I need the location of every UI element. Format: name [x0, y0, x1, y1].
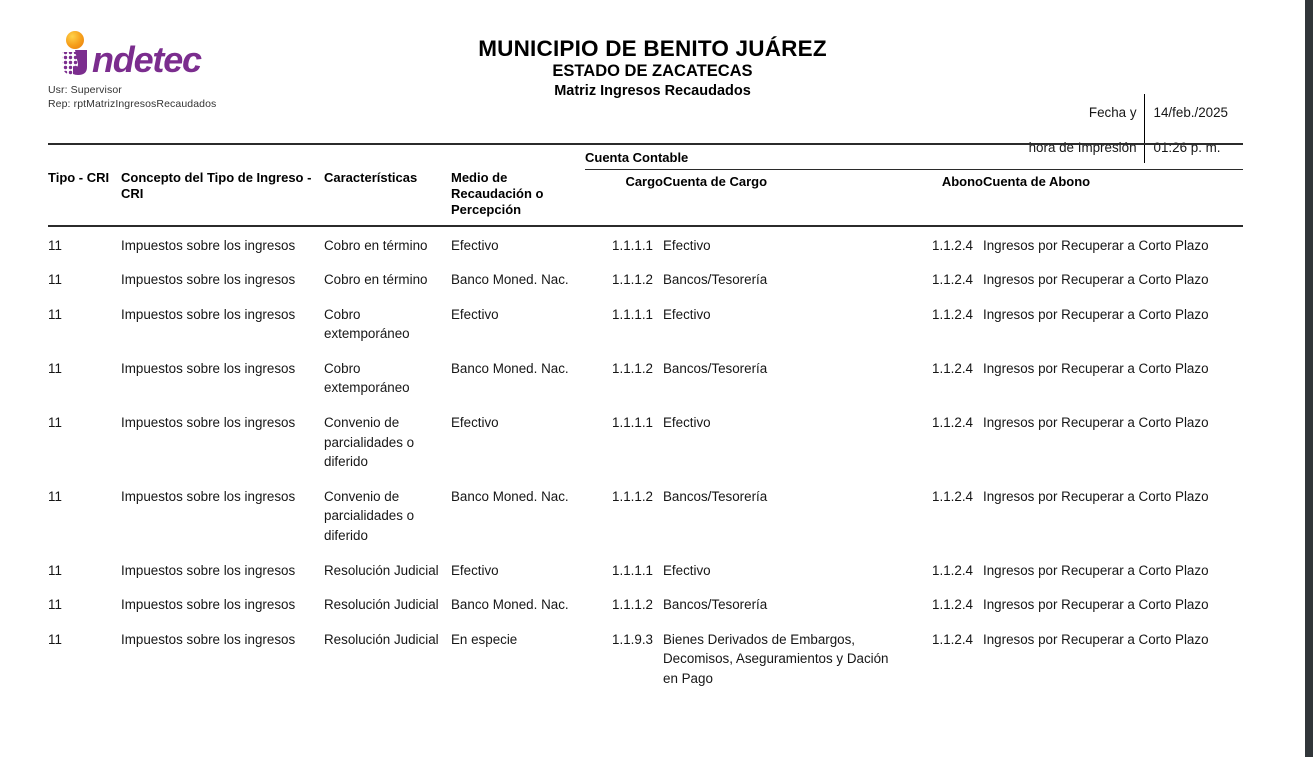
user-line: Usr: Supervisor [48, 84, 122, 96]
cell-medio: Banco Moned. Nac. [451, 272, 569, 288]
cell-tipo-cri: 11 [48, 306, 62, 322]
cell-abono: 1.1.2.4 [932, 272, 973, 288]
cell-concepto: Impuestos sobre los ingresos [121, 488, 296, 504]
cell-cuenta-abono: Ingresos por Recuperar a Corto Plazo [983, 488, 1209, 504]
cell-abono: 1.1.2.4 [932, 415, 973, 431]
viewer-right-frame [1305, 0, 1313, 757]
cell-cuenta-abono: Ingresos por Recuperar a Corto Plazo [983, 272, 1209, 288]
cell-cargo: 1.1.9.3 [612, 631, 653, 647]
table-row [48, 478, 1243, 552]
cell-tipo-cri: 11 [48, 631, 62, 647]
cell-concepto: Impuestos sobre los ingresos [121, 306, 296, 322]
cell-caracteristicas: Cobro en término [324, 237, 428, 253]
cell-medio: Efectivo [451, 306, 499, 322]
cell-caracteristicas: Resolución Judicial [324, 562, 439, 578]
table-row [48, 296, 1243, 350]
cell-cuenta-abono: Ingresos por Recuperar a Corto Plazo [983, 360, 1209, 376]
col-header-cuenta-cargo: Cuenta de Cargo [663, 170, 905, 225]
matrix-table-wrap [48, 143, 1243, 695]
cell-concepto: Impuestos sobre los ingresos [121, 415, 296, 431]
cell-abono: 1.1.2.4 [932, 562, 973, 578]
print-date-row [1029, 94, 1240, 129]
table-row [48, 226, 1243, 262]
cell-tipo-cri: 11 [48, 597, 62, 613]
cell-concepto: Impuestos sobre los ingresos [121, 237, 296, 253]
cell-concepto: Impuestos sobre los ingresos [121, 631, 296, 647]
svg-text:ndetec: ndetec [92, 39, 201, 78]
group-header-row [48, 144, 1243, 170]
report-name: Matriz Ingresos Recaudados [554, 83, 751, 99]
cell-tipo-cri: 11 [48, 415, 62, 431]
page-subtitle: ESTADO DE ZACATECAS [552, 62, 753, 80]
cell-tipo-cri: 11 [48, 488, 62, 504]
col-header-caracteristicas: Características [324, 169, 418, 185]
matrix-table-body [48, 226, 1243, 695]
cell-caracteristicas: Cobro extemporáneo [324, 306, 410, 342]
table-row [48, 404, 1243, 478]
group-header-spacer [48, 144, 585, 170]
report-header [0, 0, 1305, 155]
cell-cargo: 1.1.1.1 [612, 306, 653, 322]
cell-cuenta-abono: Ingresos por Recuperar a Corto Plazo [983, 597, 1209, 613]
indetec-logo-icon [48, 30, 278, 78]
cell-cuenta-abono: Ingresos por Recuperar a Corto Plazo [983, 562, 1209, 578]
group-header-cuenta-contable: Cuenta Contable [585, 144, 1243, 170]
cell-concepto: Impuestos sobre los ingresos [121, 597, 296, 613]
cell-medio: Banco Moned. Nac. [451, 488, 569, 504]
cell-cuenta-cargo: Efectivo [663, 237, 711, 253]
table-row [48, 350, 1243, 404]
cell-concepto: Impuestos sobre los ingresos [121, 360, 296, 376]
cell-tipo-cri: 11 [48, 562, 62, 578]
page-title: MUNICIPIO DE BENITO JUÁREZ [478, 36, 827, 61]
print-time-value: 01:26 p. m. [1144, 129, 1240, 164]
cell-cuenta-cargo: Bancos/Tesorería [663, 597, 768, 613]
cell-concepto: Impuestos sobre los ingresos [121, 562, 296, 578]
cell-tipo-cri: 11 [48, 360, 62, 376]
column-header-row [48, 170, 1243, 225]
cell-abono: 1.1.2.4 [932, 597, 973, 613]
cell-caracteristicas: Convenio de parcialidades o diferido [324, 415, 415, 470]
cell-caracteristicas: Cobro extemporáneo [324, 360, 410, 396]
cell-abono: 1.1.2.4 [932, 360, 973, 376]
cell-cargo: 1.1.1.1 [612, 237, 653, 253]
matrix-table [48, 143, 1243, 695]
table-row [48, 261, 1243, 296]
cell-medio: Efectivo [451, 237, 499, 253]
cell-cargo: 1.1.1.1 [612, 415, 653, 431]
cell-concepto: Impuestos sobre los ingresos [121, 272, 296, 288]
cell-cuenta-cargo: Bancos/Tesorería [663, 488, 768, 504]
cell-caracteristicas: Resolución Judicial [324, 631, 439, 647]
print-time-label: hora de Impresión [1028, 139, 1137, 155]
cell-abono: 1.1.2.4 [932, 488, 973, 504]
cell-medio: Efectivo [451, 415, 499, 431]
col-header-medio: Medio de Recaudación o Percepción [451, 169, 544, 217]
cell-caracteristicas: Convenio de parcialidades o diferido [324, 488, 415, 544]
print-date-value: 14/feb./2025 [1144, 94, 1240, 129]
cell-abono: 1.1.2.4 [932, 306, 973, 322]
cell-medio: Efectivo [451, 562, 499, 578]
col-header-tipo-cri: Tipo - CRI [48, 169, 110, 185]
report-id-line: Rep: rptMatrizIngresosRecaudados [48, 97, 217, 110]
cell-cargo: 1.1.1.2 [612, 272, 653, 288]
cell-caracteristicas: Cobro en término [324, 272, 428, 288]
table-row [48, 552, 1243, 587]
cell-cuenta-abono: Ingresos por Recuperar a Corto Plazo [983, 415, 1209, 431]
logo-block [48, 30, 378, 111]
table-row [48, 621, 1243, 695]
col-header-cuenta-abono: Cuenta de Abono [983, 170, 1243, 225]
print-date-label: Fecha y [1088, 105, 1137, 120]
matrix-table-head [48, 144, 1243, 226]
cell-medio: Banco Moned. Nac. [451, 360, 569, 376]
cell-abono: 1.1.2.4 [932, 631, 973, 647]
cell-cuenta-cargo: Bienes Derivados de Embargos, Decomisos, Aseguramientos y Dación en Pago [663, 631, 889, 686]
cell-cargo: 1.1.1.2 [612, 488, 653, 504]
cell-cuenta-abono: Ingresos por Recuperar a Corto Plazo [983, 306, 1209, 322]
cell-abono: 1.1.2.4 [932, 237, 973, 253]
cell-cargo: 1.1.1.2 [612, 360, 653, 376]
cell-cargo: 1.1.1.1 [612, 562, 653, 578]
report-meta [48, 84, 378, 111]
col-header-cargo: Cargo [585, 170, 663, 225]
cell-tipo-cri: 11 [48, 237, 62, 253]
cell-cuenta-cargo: Efectivo [663, 562, 711, 578]
cell-medio: Banco Moned. Nac. [451, 597, 569, 613]
col-header-abono: Abono [905, 170, 983, 225]
cell-cuenta-cargo: Bancos/Tesorería [663, 272, 768, 288]
cell-medio: En especie [451, 631, 518, 647]
table-row [48, 586, 1243, 621]
cell-tipo-cri: 11 [48, 272, 62, 288]
cell-cuenta-cargo: Efectivo [663, 306, 711, 322]
cell-cargo: 1.1.1.2 [612, 597, 653, 613]
cell-cuenta-abono: Ingresos por Recuperar a Corto Plazo [983, 237, 1209, 253]
cell-cuenta-cargo: Efectivo [663, 415, 711, 431]
cell-cuenta-cargo: Bancos/Tesorería [663, 360, 768, 376]
cell-cuenta-abono: Ingresos por Recuperar a Corto Plazo [983, 631, 1209, 647]
col-header-concepto: Concepto del Tipo de Ingreso - CRI [121, 169, 312, 201]
cell-caracteristicas: Resolución Judicial [324, 597, 439, 613]
